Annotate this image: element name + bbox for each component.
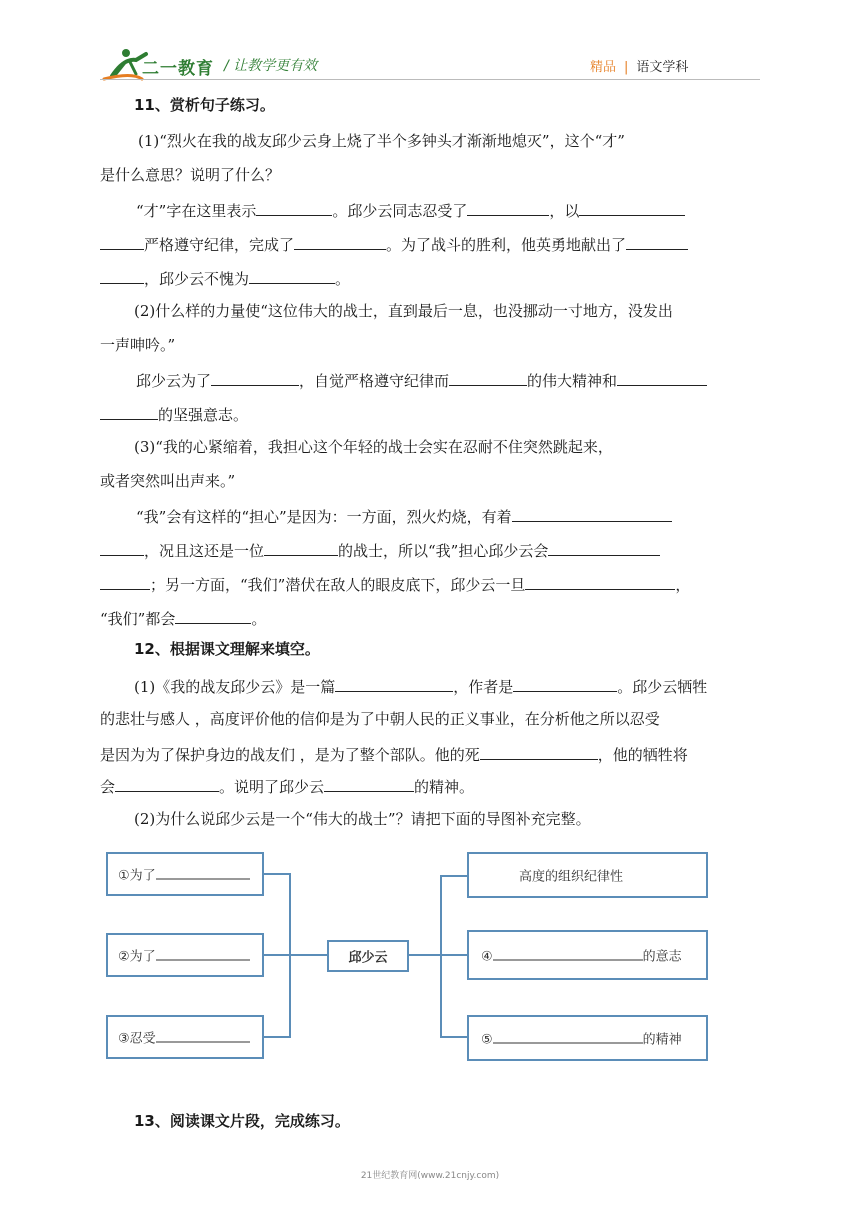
q11-a3-line4 (100, 607, 760, 629)
connector-line (289, 954, 327, 956)
text: ，以 (549, 202, 580, 220)
right-box-3 (467, 1015, 708, 1061)
connector-line (264, 873, 290, 875)
header-right (590, 56, 688, 75)
right-box-3-text (481, 1029, 682, 1048)
q11-p3-line1: (3)“我的心紧缩着，我担心这个年轻的战士会实在忍耐不住突然跳起来， (134, 438, 613, 456)
q11-p2-line2: 一声呻吟。” (100, 336, 176, 354)
right-box-2-number: ④ (481, 949, 493, 965)
answer-blank[interactable] (256, 199, 332, 216)
text: ；另一方面，“我们”潜伏在敌人的眼皮底下，邱少云一旦 (150, 576, 526, 594)
text: “我”会有这样的“担心”是因为：一方面，烈火灼烧，有着 (136, 508, 512, 526)
answer-blank[interactable] (324, 775, 414, 792)
subject-label: 语文学科 (636, 60, 689, 75)
text: 的战士，所以“我”担心邱少云会 (338, 542, 549, 560)
q12-title: 12、根据课文理解来填空。 (134, 640, 320, 658)
answer-blank[interactable] (579, 199, 685, 216)
connector-line (264, 1036, 290, 1038)
left-box-3 (106, 1015, 264, 1059)
answer-blank[interactable] (264, 539, 338, 556)
right-box-2 (467, 930, 708, 980)
text: 会 (100, 778, 116, 796)
text: ，邱少云不愧为 (144, 270, 250, 288)
answer-blank[interactable] (513, 675, 617, 692)
q11-p1-line1: (1)“烈火在我的战友邱少云身上烧了半个多钟头才渐渐地熄灭”，这个“才” (138, 132, 625, 150)
q12-p1-line1 (134, 675, 794, 697)
text: 。 (335, 270, 351, 288)
diagram-blank[interactable] (156, 867, 250, 880)
text: 的精神。 (414, 778, 475, 796)
left-box-1-label: ①为了 (118, 868, 156, 884)
answer-blank[interactable] (548, 539, 660, 556)
left-box-2-text (118, 946, 250, 965)
q11-p1-line2: 是什么意思？说明了什么？ (100, 166, 281, 184)
answer-blank[interactable] (115, 775, 219, 792)
q11-a3-line2 (100, 539, 760, 561)
center-box-label: 邱少云 (348, 950, 388, 966)
text: 。 (251, 610, 267, 628)
q12-p1-line4 (100, 775, 760, 797)
center-box (327, 940, 409, 972)
q11-a2-line1 (136, 369, 796, 391)
text: 的伟大精神和 (527, 372, 618, 390)
q11-a1-line2 (100, 233, 760, 255)
text: 是因为为了保护身边的战友们 ，是为了整个部队。他的死 (100, 746, 480, 764)
diagram-blank[interactable] (493, 948, 643, 961)
text: 邱少云为了 (136, 372, 212, 390)
q11-a1-line1 (136, 199, 796, 221)
left-box-3-label: ③忍受 (118, 1031, 156, 1047)
header-separator: | (624, 60, 629, 75)
answer-blank[interactable] (100, 539, 144, 556)
text: ，作者是 (453, 678, 514, 696)
mind-map-diagram (100, 840, 720, 1072)
text: 。邱少云同志忍受了 (332, 202, 468, 220)
answer-blank[interactable] (100, 573, 150, 590)
answer-blank[interactable] (294, 233, 386, 250)
brand-slogan: / 让教学更有效 (224, 58, 318, 74)
text: 。邱少云牺牲 (617, 678, 708, 696)
q12-p1-line3 (100, 743, 760, 765)
text: 。说明了邱少云 (219, 778, 325, 796)
connector-line (440, 954, 468, 956)
right-box-1 (467, 852, 708, 898)
q11-p2-line1: (2)什么样的力量使“这位伟大的战士，直到最后一息，也没挪动一寸地方，没发出 (134, 302, 673, 320)
answer-blank[interactable] (626, 233, 688, 250)
answer-blank[interactable] (211, 369, 299, 386)
text: ，况且这还是一位 (144, 542, 265, 560)
right-box-3-suffix: 的精神 (642, 1032, 682, 1048)
q13-title: 13、阅读课文片段，完成练习。 (134, 1112, 350, 1130)
left-box-1-text (118, 865, 250, 884)
answer-blank[interactable] (467, 199, 549, 216)
right-box-1-label: 高度的组织纪律性 (519, 869, 624, 885)
answer-blank[interactable] (525, 573, 675, 590)
text: 的坚强意志。 (158, 406, 249, 424)
connector-line (440, 1036, 468, 1038)
brand-name: 二一教育 (142, 59, 214, 79)
text: ，他的牺牲将 (597, 746, 688, 764)
quality-label: 精品 (590, 60, 617, 75)
q11-a1-line3 (100, 267, 760, 289)
text: 。为了战斗的胜利，他英勇地献出了 (386, 236, 627, 254)
left-box-2-label: ②为了 (118, 949, 156, 965)
diagram-blank[interactable] (156, 1030, 250, 1043)
text: 严格遵守纪律，完成了 (144, 236, 295, 254)
connector-line (409, 954, 441, 956)
answer-blank[interactable] (617, 369, 707, 386)
answer-blank[interactable] (249, 267, 335, 284)
right-box-3-number: ⑤ (481, 1032, 493, 1048)
answer-blank[interactable] (100, 267, 144, 284)
text: ，自觉严格遵守纪律而 (299, 372, 450, 390)
q11-a3-line3 (100, 573, 760, 595)
page-header (0, 0, 860, 90)
page-footer: 21世纪教育网(www.21cnjy.com) (360, 1171, 500, 1181)
text: “才”字在这里表示 (136, 202, 257, 220)
right-box-2-text (481, 946, 682, 965)
answer-blank[interactable] (512, 505, 672, 522)
left-box-1 (106, 852, 264, 896)
diagram-blank[interactable] (493, 1031, 643, 1044)
answer-blank[interactable] (175, 607, 251, 624)
answer-blank[interactable] (335, 675, 453, 692)
q12-p2: (2)为什么说邱少云是一个“伟大的战士”？请把下面的导图补充完整。 (134, 810, 591, 828)
q11-a2-line2 (100, 403, 760, 425)
answer-blank[interactable] (100, 403, 158, 420)
q11-a3-line1 (136, 505, 796, 527)
left-box-3-text (118, 1028, 250, 1047)
diagram-blank[interactable] (156, 948, 250, 961)
text: ， (675, 576, 691, 594)
connector-line (264, 954, 290, 956)
text: “我们”都会 (100, 610, 176, 628)
left-box-2 (106, 933, 264, 977)
right-box-2-suffix: 的意志 (642, 949, 682, 965)
connector-line (440, 875, 468, 877)
text: (1)《我的战友邱少云》是一篇 (134, 678, 336, 696)
answer-blank[interactable] (449, 369, 527, 386)
q11-title: 11、赏析句子练习。 (134, 96, 275, 114)
header-divider (100, 79, 760, 80)
q11-p3-line2: 或者突然叫出声来。” (100, 472, 236, 490)
q12-p1-line2: 的悲壮与感人 ，高度评价他的信仰是为了中朝人民的正义事业，在分析他之所以忍受 (100, 710, 660, 728)
answer-blank[interactable] (480, 743, 598, 760)
answer-blank[interactable] (100, 233, 144, 250)
